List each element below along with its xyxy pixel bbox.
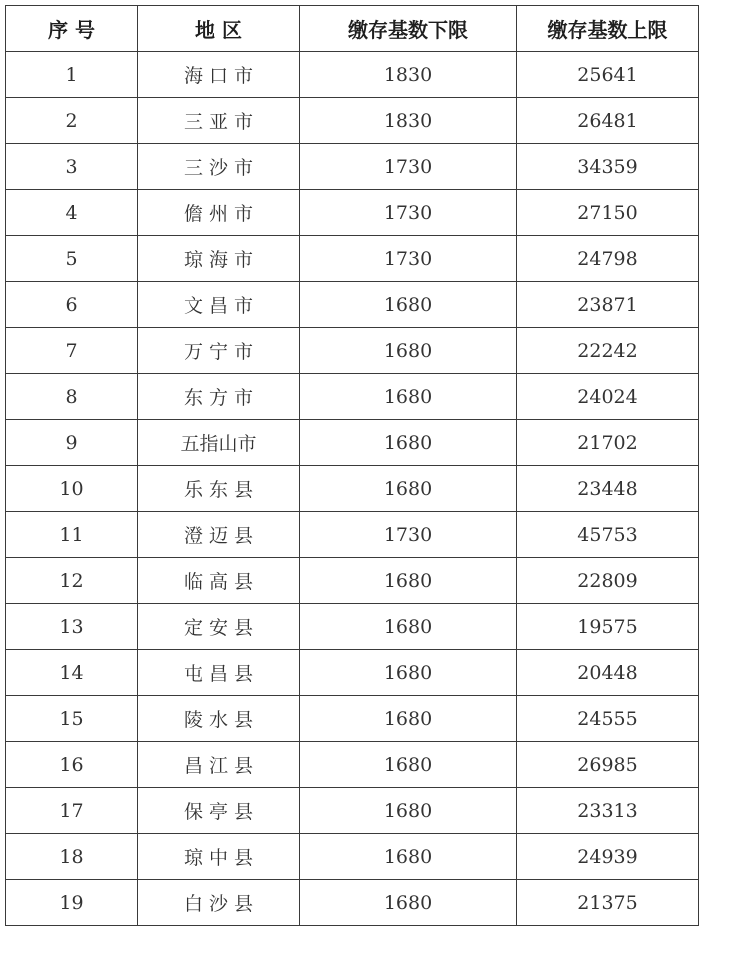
row-lower-limit-cell: 1680: [300, 696, 517, 742]
row-serial-number-cell: 18: [6, 834, 138, 880]
table-row: [6, 696, 699, 742]
row-lower-limit-cell: 1680: [300, 742, 517, 788]
row-upper-limit-cell: 22242: [517, 328, 699, 374]
row-lower-limit-cell: 1680: [300, 328, 517, 374]
row-lower-limit-cell: 1680: [300, 558, 517, 604]
row-area-cell: 白 沙 县: [138, 880, 300, 926]
row-upper-limit-cell: 25641: [517, 52, 699, 98]
row-upper-limit-cell: 24024: [517, 374, 699, 420]
row-area-cell: 海 口 市: [138, 52, 300, 98]
table-row: [6, 834, 699, 880]
row-area-cell: 屯 昌 县: [138, 650, 300, 696]
table-header: [6, 6, 699, 52]
table-row: [6, 420, 699, 466]
row-upper-limit-cell: 26481: [517, 98, 699, 144]
header-serial-number: 序 号: [6, 6, 138, 52]
row-area-cell: 临 高 县: [138, 558, 300, 604]
row-upper-limit-cell: 20448: [517, 650, 699, 696]
table-row: [6, 98, 699, 144]
row-area-cell: 万 宁 市: [138, 328, 300, 374]
header-lower-limit: 缴存基数下限: [300, 6, 517, 52]
row-area-cell: 澄 迈 县: [138, 512, 300, 558]
table-row: [6, 190, 699, 236]
row-upper-limit-cell: 22809: [517, 558, 699, 604]
row-lower-limit-cell: 1680: [300, 788, 517, 834]
row-upper-limit-cell: 23448: [517, 466, 699, 512]
row-area-cell: 乐 东 县: [138, 466, 300, 512]
table-row: [6, 52, 699, 98]
row-lower-limit-cell: 1680: [300, 880, 517, 926]
row-serial-number-cell: 12: [6, 558, 138, 604]
row-upper-limit-cell: 23871: [517, 282, 699, 328]
row-lower-limit-cell: 1680: [300, 420, 517, 466]
row-lower-limit-cell: 1830: [300, 52, 517, 98]
row-lower-limit-cell: 1730: [300, 190, 517, 236]
row-lower-limit-cell: 1680: [300, 282, 517, 328]
row-upper-limit-cell: 26985: [517, 742, 699, 788]
housing-fund-base-table: [5, 5, 699, 926]
row-serial-number-cell: 11: [6, 512, 138, 558]
table-row: [6, 512, 699, 558]
row-area-cell: 东 方 市: [138, 374, 300, 420]
row-serial-number-cell: 7: [6, 328, 138, 374]
row-area-cell: 琼 海 市: [138, 236, 300, 282]
row-upper-limit-cell: 24555: [517, 696, 699, 742]
row-area-cell: 昌 江 县: [138, 742, 300, 788]
row-serial-number-cell: 13: [6, 604, 138, 650]
row-upper-limit-cell: 23313: [517, 788, 699, 834]
row-area-cell: 保 亭 县: [138, 788, 300, 834]
row-upper-limit-cell: 21375: [517, 880, 699, 926]
row-serial-number-cell: 8: [6, 374, 138, 420]
row-serial-number-cell: 1: [6, 52, 138, 98]
table-row: [6, 788, 699, 834]
row-lower-limit-cell: 1830: [300, 98, 517, 144]
row-serial-number-cell: 2: [6, 98, 138, 144]
row-upper-limit-cell: 24939: [517, 834, 699, 880]
row-area-cell: 定 安 县: [138, 604, 300, 650]
header-upper-limit: 缴存基数上限: [517, 6, 699, 52]
table-row: [6, 650, 699, 696]
row-upper-limit-cell: 19575: [517, 604, 699, 650]
row-serial-number-cell: 10: [6, 466, 138, 512]
row-serial-number-cell: 15: [6, 696, 138, 742]
row-lower-limit-cell: 1730: [300, 144, 517, 190]
table-body: [6, 52, 699, 926]
row-area-cell: 琼 中 县: [138, 834, 300, 880]
row-area-cell: 文 昌 市: [138, 282, 300, 328]
header-area: 地 区: [138, 6, 300, 52]
row-serial-number-cell: 14: [6, 650, 138, 696]
row-serial-number-cell: 3: [6, 144, 138, 190]
row-upper-limit-cell: 45753: [517, 512, 699, 558]
row-lower-limit-cell: 1730: [300, 236, 517, 282]
table-row: [6, 374, 699, 420]
row-area-cell: 三 亚 市: [138, 98, 300, 144]
row-lower-limit-cell: 1680: [300, 466, 517, 512]
row-serial-number-cell: 6: [6, 282, 138, 328]
table-row: [6, 144, 699, 190]
row-upper-limit-cell: 21702: [517, 420, 699, 466]
table-row: [6, 466, 699, 512]
row-serial-number-cell: 17: [6, 788, 138, 834]
table-row: [6, 558, 699, 604]
row-lower-limit-cell: 1680: [300, 604, 517, 650]
row-serial-number-cell: 9: [6, 420, 138, 466]
table-row: [6, 880, 699, 926]
row-area-cell: 陵 水 县: [138, 696, 300, 742]
table-row: [6, 236, 699, 282]
row-upper-limit-cell: 24798: [517, 236, 699, 282]
header-row: [6, 6, 699, 52]
table-row: [6, 328, 699, 374]
row-serial-number-cell: 16: [6, 742, 138, 788]
row-serial-number-cell: 4: [6, 190, 138, 236]
row-lower-limit-cell: 1680: [300, 834, 517, 880]
row-upper-limit-cell: 27150: [517, 190, 699, 236]
row-area-cell: 儋 州 市: [138, 190, 300, 236]
row-lower-limit-cell: 1680: [300, 374, 517, 420]
row-serial-number-cell: 19: [6, 880, 138, 926]
table-row: [6, 282, 699, 328]
table-row: [6, 742, 699, 788]
row-area-cell: 五指山市: [138, 420, 300, 466]
row-lower-limit-cell: 1730: [300, 512, 517, 558]
row-lower-limit-cell: 1680: [300, 650, 517, 696]
table-row: [6, 604, 699, 650]
row-area-cell: 三 沙 市: [138, 144, 300, 190]
row-upper-limit-cell: 34359: [517, 144, 699, 190]
row-serial-number-cell: 5: [6, 236, 138, 282]
